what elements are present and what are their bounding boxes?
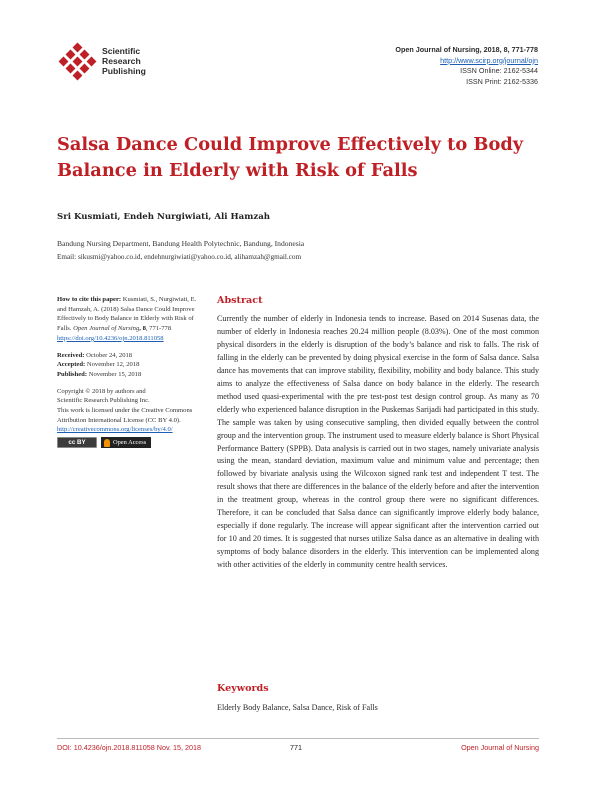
copyright-line-1: Copyright © 2018 by authors and: [57, 387, 146, 395]
open-access-lock-icon: [104, 439, 110, 447]
cite-volume: , 8: [139, 325, 146, 333]
received-date-row: [57, 351, 207, 361]
keywords-text: Elderly Body Balance, Salsa Dance, Risk of Falls: [217, 703, 378, 712]
publisher-line-1: Scientific: [102, 46, 141, 56]
article-title: Salsa Dance Could Improve Effectively to Body Balance in Elderly with Risk of Falls: [57, 134, 524, 181]
license-badges: [57, 437, 207, 448]
publisher-name: [102, 46, 146, 76]
abstract-heading: Abstract: [217, 295, 263, 306]
published-date-row: [57, 370, 207, 380]
footer-journal-name: Open Journal of Nursing: [461, 743, 539, 752]
author-emails[interactable]: Email: sikusmi@yahoo.co.id, endehnurgiwiati@yahoo.co.id, alihamzah@gmail.com: [57, 253, 302, 261]
article-authors: Sri Kusmiati, Endeh Nurgiwiati, Ali Hamzah: [57, 212, 271, 222]
cc-by-badge[interactable]: cc BY: [57, 437, 97, 448]
abstract-text: Currently the number of elderly in Indonesia tends to increase. Based on 2014 Susenas data, the number of elderly in Indonesia reaches 20.24 million people (8.03%). One of the most common physical disorders in the elderly is disruption of the body’s balance and risk to falls. The risk of falling in the elderly can be prevented by doing physical exercise in the form of Salsa dance. Salsa dance has movements that can improve stability, flexibility, mobility and body balance. This study aims to analyze the effectiveness of Salsa dance on body balance in the elderly. The research method used quasi-experimental with the pre test-post test design control group. As many as 70 elderly who experienced balance disruption in the Puskemas Sarijadi had participated in this study. The sample was taken by using consecutive sampling, then divided equally between the control group and the intervention group. The instrument used to measure elderly balance is Short Physical Performance Battery (SPPB). Data analysis is carried out in two stages, namely univariate analysis using the mean, standard deviation, maximum value and minimum value and percentage; then followed by bivariate analysis using the Wilcoxon signed rank test and independent T test. The result shows that there are differences in the balance of the elderly before and after the intervention in the treatment group, whereas in the control group there were no significant differences. Therefore, it can be concluded that Salsa dance can significantly improve elderly body balance, especially if done regularly. The increase will appear significant after the intervention carried out for 10 and 20 times. It is suggested that nurses utilize Salsa dance as an alternative in dealing with symptoms of body balance disorders in the elderly. This intervention can be implemented along with other activities of the elderly in community centre health services.: [217, 314, 539, 570]
open-access-badge: [101, 437, 151, 448]
publisher-logo: [58, 42, 178, 82]
cite-pages: , 771-778: [145, 325, 172, 333]
footer-divider: [57, 738, 539, 739]
author-affiliation: Bandung Nursing Department, Bandung Health Polytechnic, Bandung, Indonesia: [57, 239, 305, 248]
issn-print: ISSN Print: 2162-5336: [466, 76, 538, 86]
cite-label: How to cite this paper:: [57, 296, 122, 303]
copyright-block: [57, 387, 207, 449]
publisher-line-2: Research: [102, 56, 141, 66]
publisher-line-3: Publishing: [102, 66, 146, 76]
issn-online: ISSN Online: 2162-5344: [460, 66, 538, 76]
received-date: October 24, 2018: [86, 351, 133, 359]
received-label: Received:: [57, 351, 85, 359]
open-access-label: Open Access: [113, 438, 147, 446]
cite-doi-link[interactable]: https://doi.org/10.4236/ojn.2018.811058: [57, 334, 164, 342]
article-sidebar: [57, 295, 207, 448]
scirp-diamond-logo-icon: [58, 42, 98, 82]
license-url-link[interactable]: http://creativecommons.org/licenses/by/4.0/: [57, 426, 173, 434]
journal-citation-line: Open Journal of Nursing, 2018, 8, 771-778: [395, 45, 538, 54]
published-label: Published:: [57, 370, 88, 378]
journal-url-link[interactable]: http://www.scirp.org/journal/ojn: [440, 55, 538, 65]
accepted-date: November 12, 2018: [86, 361, 140, 369]
cite-text: Kusmiati, S., Nurgiwiati, E. and Hamzah, A. (2018) Salsa Dance Could Improve Effectively to Body Balance in Elderly with Risk of Falls.: [57, 296, 197, 333]
copyright-line-2: Scientific Research Publishing Inc.: [57, 397, 150, 405]
journal-info: [395, 45, 538, 87]
keywords-heading: Keywords: [217, 683, 269, 694]
how-to-cite: [57, 295, 207, 344]
page-number: 771: [290, 743, 302, 752]
accepted-date-row: [57, 360, 207, 370]
footer-doi: DOI: 10.4236/ojn.2018.811058 Nov. 15, 2018: [57, 743, 201, 752]
article-dates: [57, 351, 207, 380]
accepted-label: Accepted:: [57, 361, 86, 369]
cite-journal: Open Journal of Nursing: [73, 325, 140, 333]
license-text: This work is licensed under the Creative Commons Attribution International License (CC BY 4.0).: [57, 407, 193, 424]
published-date: November 15, 2018: [88, 370, 142, 378]
